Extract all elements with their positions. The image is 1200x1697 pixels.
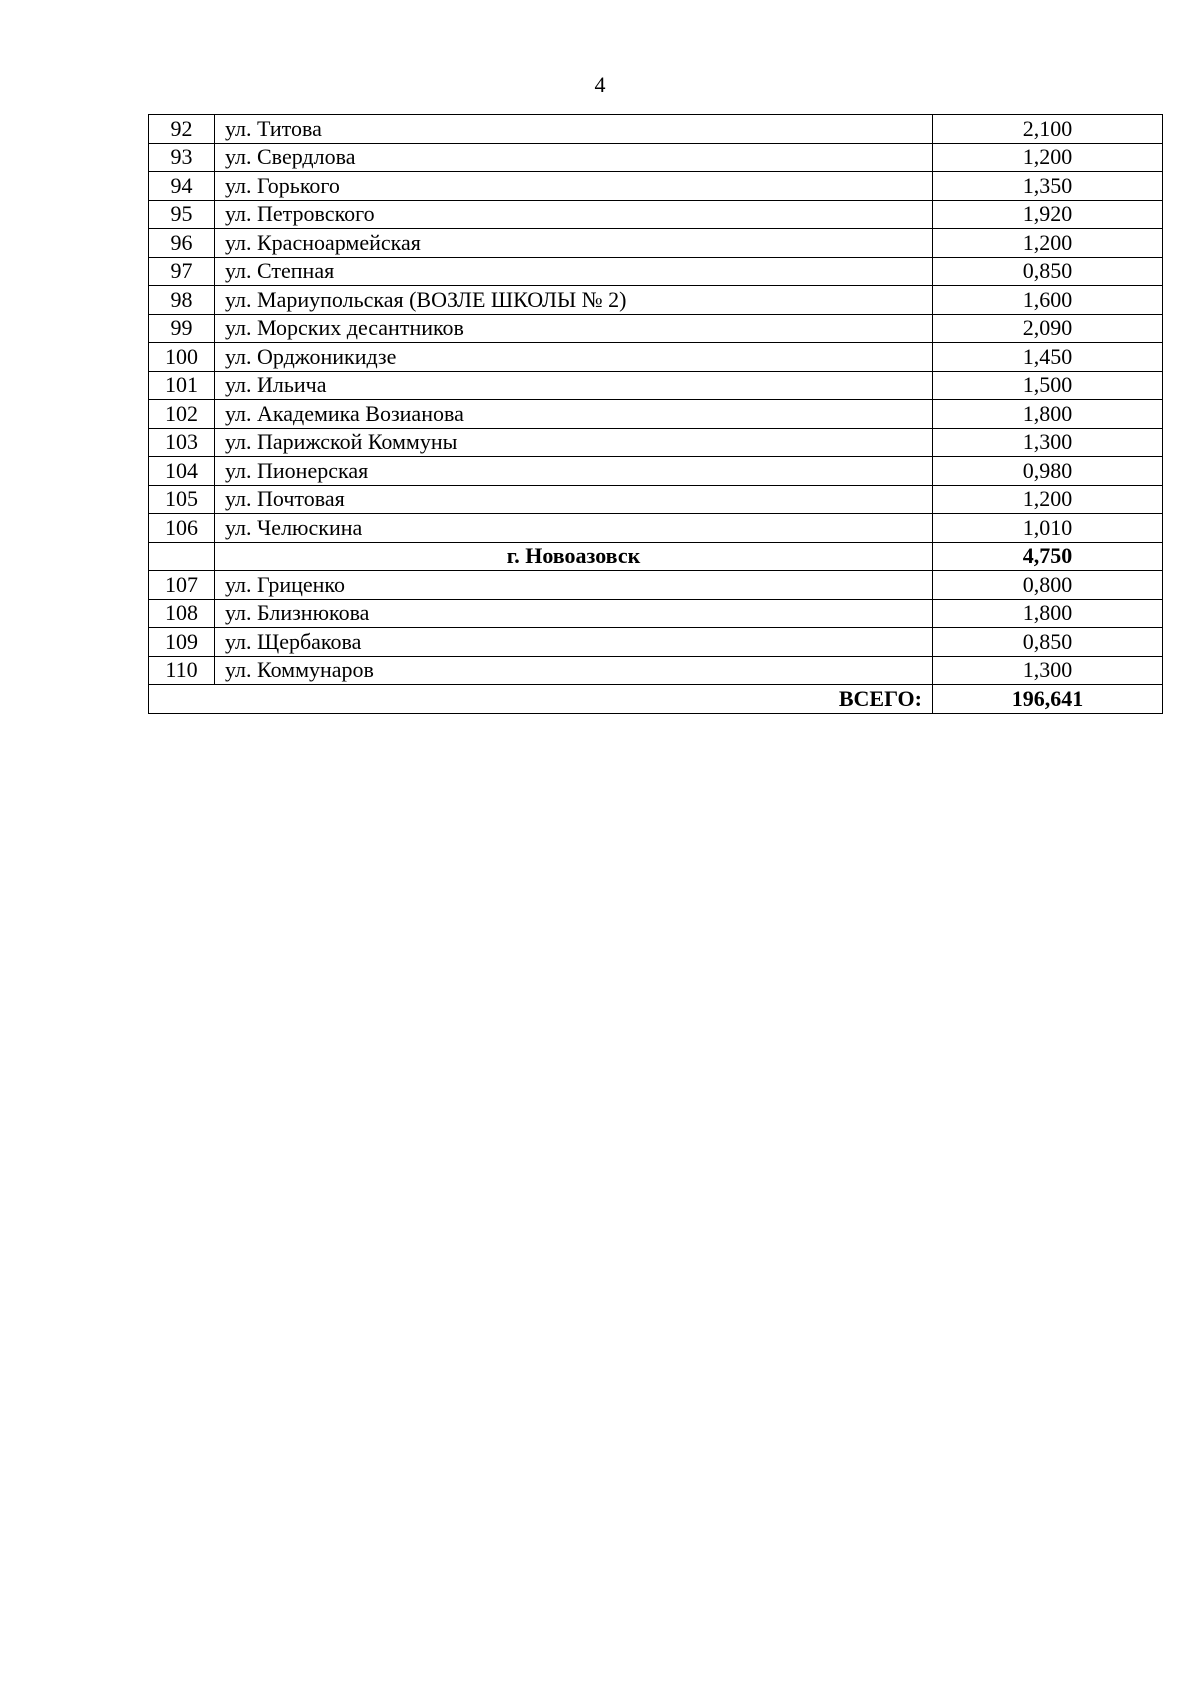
table-row bbox=[149, 628, 1163, 657]
length-value: 1,600 bbox=[933, 286, 1163, 315]
table-row bbox=[149, 257, 1163, 286]
street-name: ул. Степная bbox=[215, 257, 933, 286]
row-number: 102 bbox=[149, 400, 215, 429]
row-number: 94 bbox=[149, 172, 215, 201]
table-row bbox=[149, 428, 1163, 457]
row-number: 92 bbox=[149, 115, 215, 144]
row-number: 98 bbox=[149, 286, 215, 315]
section-row bbox=[149, 542, 1163, 571]
length-value: 1,300 bbox=[933, 428, 1163, 457]
street-name: ул. Красноармейская bbox=[215, 229, 933, 258]
street-name: ул. Гриценко bbox=[215, 571, 933, 600]
street-name: ул. Почтовая bbox=[215, 485, 933, 514]
row-number: 99 bbox=[149, 314, 215, 343]
length-value: 1,300 bbox=[933, 656, 1163, 685]
length-value: 1,450 bbox=[933, 343, 1163, 372]
total-row bbox=[149, 685, 1163, 714]
row-number: 97 bbox=[149, 257, 215, 286]
section-title: г. Новоазовск bbox=[215, 542, 933, 571]
length-value: 1,350 bbox=[933, 172, 1163, 201]
street-name: ул. Парижской Коммуны bbox=[215, 428, 933, 457]
length-value: 1,200 bbox=[933, 143, 1163, 172]
table-row bbox=[149, 172, 1163, 201]
street-name: ул. Ильича bbox=[215, 371, 933, 400]
street-name: ул. Мариупольская (ВОЗЛЕ ШКОЛЫ № 2) bbox=[215, 286, 933, 315]
street-name: ул. Титова bbox=[215, 115, 933, 144]
table-row bbox=[149, 314, 1163, 343]
total-label: ВСЕГО: bbox=[149, 685, 933, 714]
street-name: ул. Коммунаров bbox=[215, 656, 933, 685]
table-row bbox=[149, 343, 1163, 372]
table-row bbox=[149, 656, 1163, 685]
row-number: 93 bbox=[149, 143, 215, 172]
street-name: ул. Близнюкова bbox=[215, 599, 933, 628]
row-number: 106 bbox=[149, 514, 215, 543]
length-value: 0,850 bbox=[933, 628, 1163, 657]
street-name: ул. Морских десантников bbox=[215, 314, 933, 343]
street-name: ул. Орджоникидзе bbox=[215, 343, 933, 372]
street-name: ул. Горького bbox=[215, 172, 933, 201]
row-number: 105 bbox=[149, 485, 215, 514]
row-number: 101 bbox=[149, 371, 215, 400]
street-name: ул. Щербакова bbox=[215, 628, 933, 657]
page-number: 4 bbox=[594, 72, 606, 97]
length-value: 1,500 bbox=[933, 371, 1163, 400]
streets-table bbox=[148, 114, 1163, 714]
length-value: 1,200 bbox=[933, 485, 1163, 514]
table-row bbox=[149, 514, 1163, 543]
length-value: 1,800 bbox=[933, 400, 1163, 429]
row-number: 110 bbox=[149, 656, 215, 685]
section-value: 4,750 bbox=[933, 542, 1163, 571]
length-value: 0,800 bbox=[933, 571, 1163, 600]
length-value: 1,800 bbox=[933, 599, 1163, 628]
street-name: ул. Свердлова bbox=[215, 143, 933, 172]
row-number: 107 bbox=[149, 571, 215, 600]
total-value: 196,641 bbox=[933, 685, 1163, 714]
length-value: 2,090 bbox=[933, 314, 1163, 343]
length-value: 0,850 bbox=[933, 257, 1163, 286]
street-name: ул. Пионерская bbox=[215, 457, 933, 486]
section-number-cell bbox=[149, 542, 215, 571]
row-number: 100 bbox=[149, 343, 215, 372]
table-row bbox=[149, 200, 1163, 229]
row-number: 95 bbox=[149, 200, 215, 229]
row-number: 103 bbox=[149, 428, 215, 457]
length-value: 1,010 bbox=[933, 514, 1163, 543]
length-value: 0,980 bbox=[933, 457, 1163, 486]
table-row bbox=[149, 371, 1163, 400]
table-row bbox=[149, 286, 1163, 315]
table-row bbox=[149, 457, 1163, 486]
table-row bbox=[149, 571, 1163, 600]
length-value: 1,920 bbox=[933, 200, 1163, 229]
length-value: 2,100 bbox=[933, 115, 1163, 144]
table-row bbox=[149, 143, 1163, 172]
row-number: 108 bbox=[149, 599, 215, 628]
table-row bbox=[149, 485, 1163, 514]
street-name: ул. Академика Возианова bbox=[215, 400, 933, 429]
street-name: ул. Челюскина bbox=[215, 514, 933, 543]
length-value: 1,200 bbox=[933, 229, 1163, 258]
table-row bbox=[149, 229, 1163, 258]
street-name: ул. Петровского bbox=[215, 200, 933, 229]
table-row bbox=[149, 400, 1163, 429]
row-number: 109 bbox=[149, 628, 215, 657]
table-row bbox=[149, 599, 1163, 628]
row-number: 96 bbox=[149, 229, 215, 258]
table-row bbox=[149, 115, 1163, 144]
row-number: 104 bbox=[149, 457, 215, 486]
